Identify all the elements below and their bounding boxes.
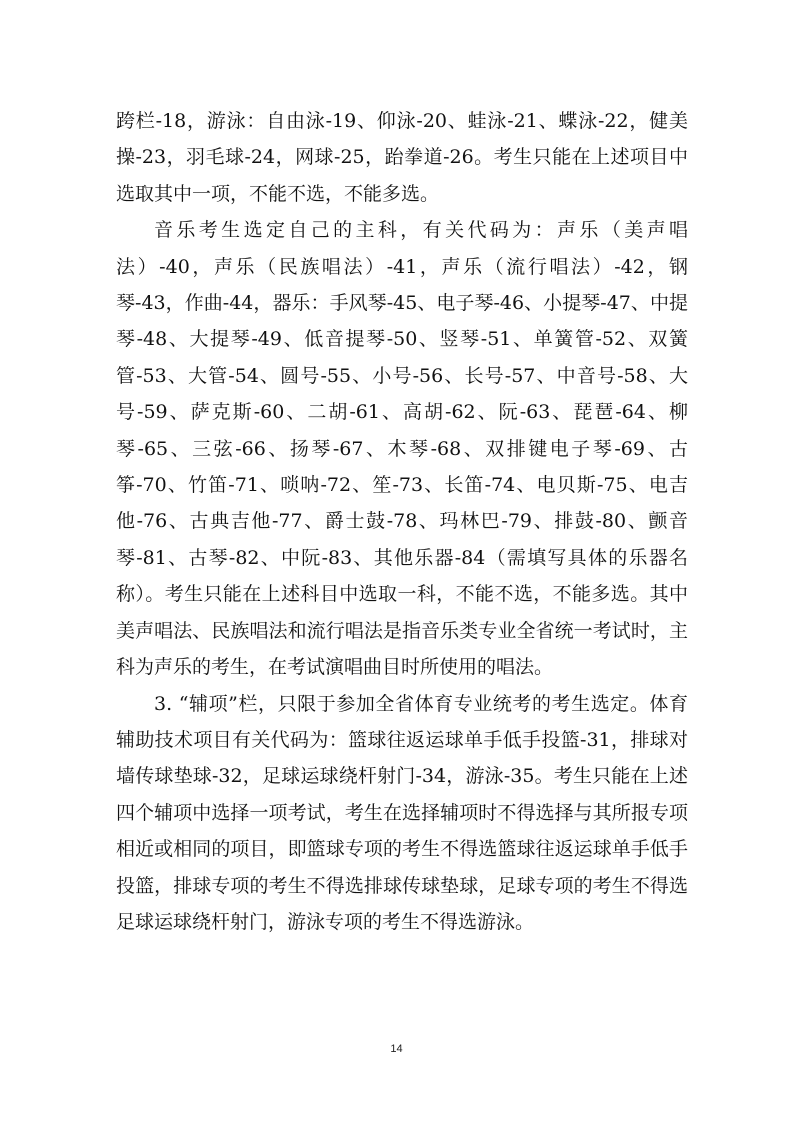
page-number: 14	[390, 1043, 403, 1055]
paragraph-music-subjects: 音乐考生选定自己的主科，有关代码为：声乐（美声唱法）-40，声乐（民族唱法）-41，声乐（流行唱法）-42，钢琴-43，作曲-44，器乐：手风琴-45、电子琴-46、小提琴-47、中提琴-48、大提琴-49、低音提琴-50、竖琴-51、单簧管-52、双簧管-53、大管-54、圆号-55、小号-56、长号-57、中音号-58、大号-59、萨克斯-60、二胡-61、高胡-62、阮-63、琵琶-64、柳琴-65、三弦-66、扬琴-67、木琴-68、双排键电子琴-69、古筝-70、竹笛-71、唢呐-72、笙-73、长笛-74、电贝斯-75、电吉他-76、古典吉他-77、爵士鼓-78、玛林巴-79、排鼓-80、颤音琴-81、古琴-82、中阮-83、其他乐器-84（需填写具体的乐器名称）。考生只能在上述科目中选取一科，不能不选，不能多选。其中美声唱法、民族唱法和流行唱法是指音乐类专业全省统一考试时，主科为声乐的考生，在考试演唱曲目时所使用的唱法。	[116, 219, 688, 679]
paragraph-sports-items-continued: 跨栏-18，游泳：自由泳-19、仰泳-20、蛙泳-21、蝶泳-22，健美操-23，羽毛球-24，网球-25，跆拳道-26。考生只能在上述项目中选取其中一项，不能不选，不能多选。	[116, 110, 688, 205]
paragraph-auxiliary-items: 3. “辅项”栏，只限于参加全省体育专业统考的考生选定。体育辅助技术项目有关代码为：篮球往返运球单手低手投篮-31，排球对墙传球垫球-32，足球运球绕杆射门-34，游泳-35。考生只能在上述四个辅项中选择一项考试，考生在选择辅项时不得选择与其所报专项相近或相同的项目，即篮球专项的考生不得选篮球往返运球单手低手投篮，排球专项的考生不得选排球传球垫球，足球专项的考生不得选足球运球绕杆射门，游泳专项的考生不得选游泳。	[116, 692, 688, 933]
body-text	[116, 103, 688, 940]
